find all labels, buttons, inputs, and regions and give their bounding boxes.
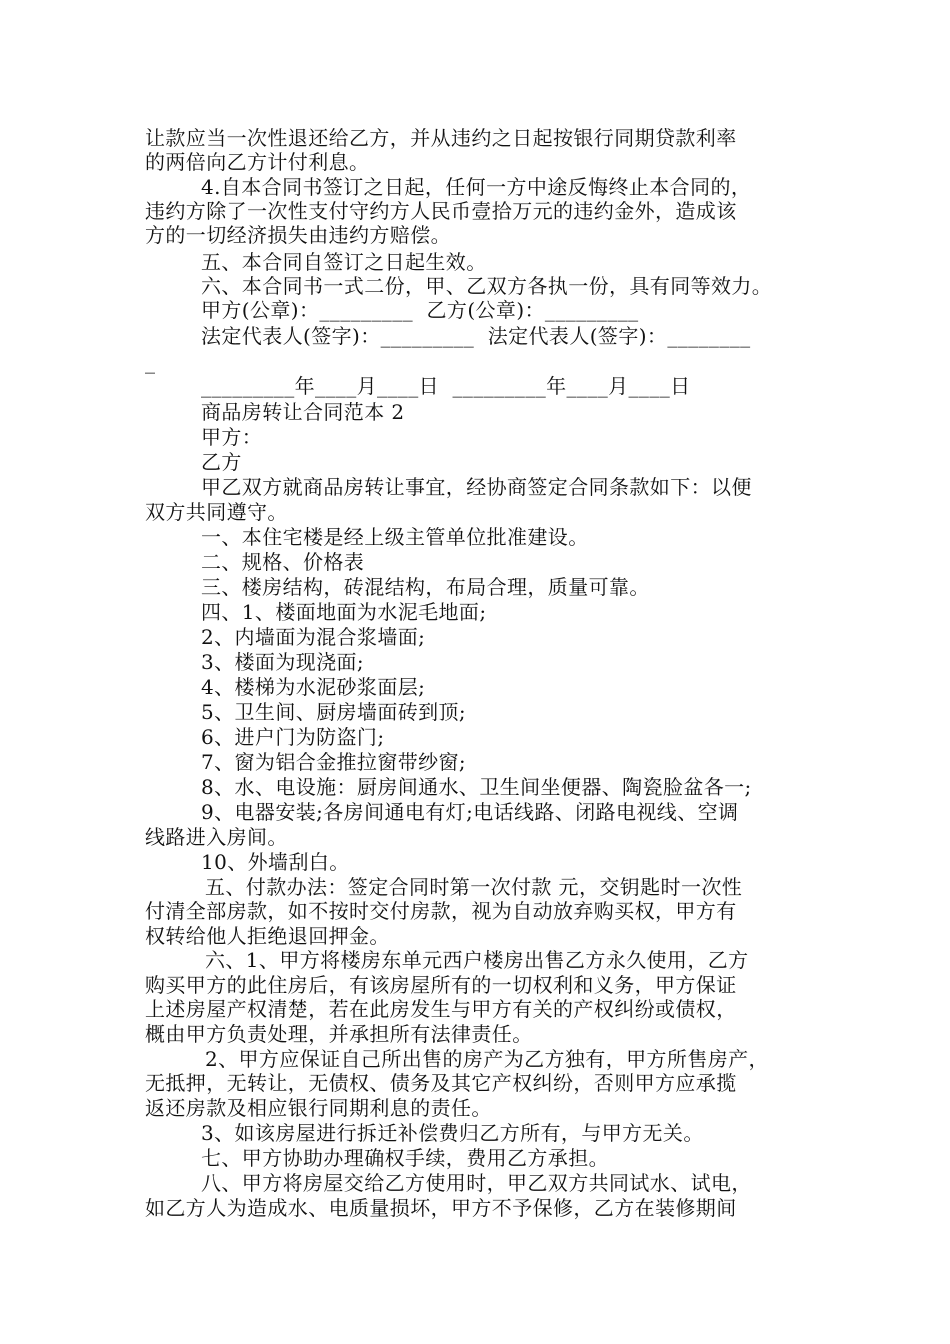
text-line: 如乙方人为造成水、电质量损坏，甲方不予保修，乙方在装修期间 [145, 1196, 737, 1220]
text-line: 六、本合同书一式二份，甲、乙双方各执一份，具有同等效力。 [201, 274, 773, 298]
text-line: 线路进入房间。 [145, 825, 288, 849]
text-line: 违约方除了一次性支付守约方人民币壹拾万元的违约金外，造成该 [145, 199, 737, 223]
text-line: 返还房款及相应银行同期利息的责任。 [145, 1096, 492, 1120]
text-line: 七、甲方协助办理确权手续，费用乙方承担。 [201, 1146, 609, 1170]
party-b-label: 乙方 [201, 450, 242, 474]
text-line: 让款应当一次性退还给乙方，并从违约之日起按银行同期贷款利率 [145, 126, 737, 150]
text-line: 2、内墙面为混合浆墙面; [201, 625, 426, 649]
text-line: 概由甲方负责处理，并承担所有法律责任。 [145, 1022, 533, 1046]
text-line: 购买甲方的此住房后，有该房屋所有的一切权利和义务，甲方保证 [145, 973, 737, 997]
text-line: 三、楼房结构，砖混结构，布局合理，质量可靠。 [201, 575, 650, 599]
text-line: 八、甲方将房屋交给乙方使用时，甲乙双方共同试水、试电， [201, 1171, 752, 1195]
text-line: 无抵押，无转让，无债权、债务及其它产权纠纷，否则甲方应承揽 [145, 1071, 737, 1095]
text-line: 五、本合同自签订之日起生效。 [201, 250, 487, 274]
section-title: 商品房转让合同范本 2 [201, 400, 405, 424]
text-line: 付清全部房款，如不按时交付房款，视为自动放弃购买权，甲方有 [145, 899, 737, 923]
text-line: 的两倍向乙方计付利息。 [145, 150, 370, 174]
text-line: 3、楼面为现浇面; [201, 650, 365, 674]
text-line: 5、卫生间、厨房墙面砖到顶; [201, 700, 467, 724]
text-line: 8、水、电设施：厨房间通水、卫生间坐便器、陶瓷脸盆各一; [201, 775, 752, 799]
text-line: 4.自本合同书签订之日起，任何一方中途反悔终止本合同的， [201, 175, 752, 199]
text-line: 7、窗为铝合金推拉窗带纱窗; [201, 750, 467, 774]
text-line: 方的一切经济损失由违约方赔偿。 [145, 223, 451, 247]
text-line: 权转给他人拒绝退回押金。 [145, 924, 390, 948]
party-a-label: 甲方： [201, 425, 263, 449]
text-line: 上述房屋产权清楚，若在此房发生与甲方有关的产权纠纷或债权， [145, 997, 737, 1021]
text-line: 六、1、甲方将楼房东单元西户楼房出售乙方永久使用，乙方 [205, 948, 749, 972]
text-line: 四、1、楼面地面为水泥毛地面; [201, 600, 487, 624]
text-line: 五、付款办法：签定合同时第一次付款 元，交钥匙时一次性 [205, 875, 743, 899]
text-line: 甲乙双方就商品房转让事宜，经协商签定合同条款如下：以便 [201, 475, 752, 499]
text-line: 6、进户门为防盗门; [201, 725, 385, 749]
text-line: _ [145, 350, 156, 374]
text-line: 4、楼梯为水泥砂浆面层; [201, 675, 426, 699]
text-line: 3、如该房屋进行拆迁补偿费归乙方所有，与甲方无关。 [201, 1121, 704, 1145]
text-line: 9、电器安装;各房间通电有灯;电话线路、闭路电视线、空调 [201, 800, 739, 824]
signature-line-representative: 法定代表人(签字)：_________ 法定代表人(签字)：________ [201, 324, 751, 348]
signature-line-seal: 甲方(公章)：_________ 乙方(公章)：_________ [201, 298, 639, 322]
date-line: _________年____月____日 _________年____月____日 [201, 374, 691, 398]
text-line: 一、本住宅楼是经上级主管单位批准建设。 [201, 525, 589, 549]
text-line: 二、规格、价格表 [201, 550, 365, 574]
text-line: 10、外墙刮白。 [201, 850, 350, 874]
text-line: 双方共同遵守。 [145, 500, 288, 524]
text-line: 2、甲方应保证自己所出售的房产为乙方独有，甲方所售房产， [205, 1047, 769, 1071]
